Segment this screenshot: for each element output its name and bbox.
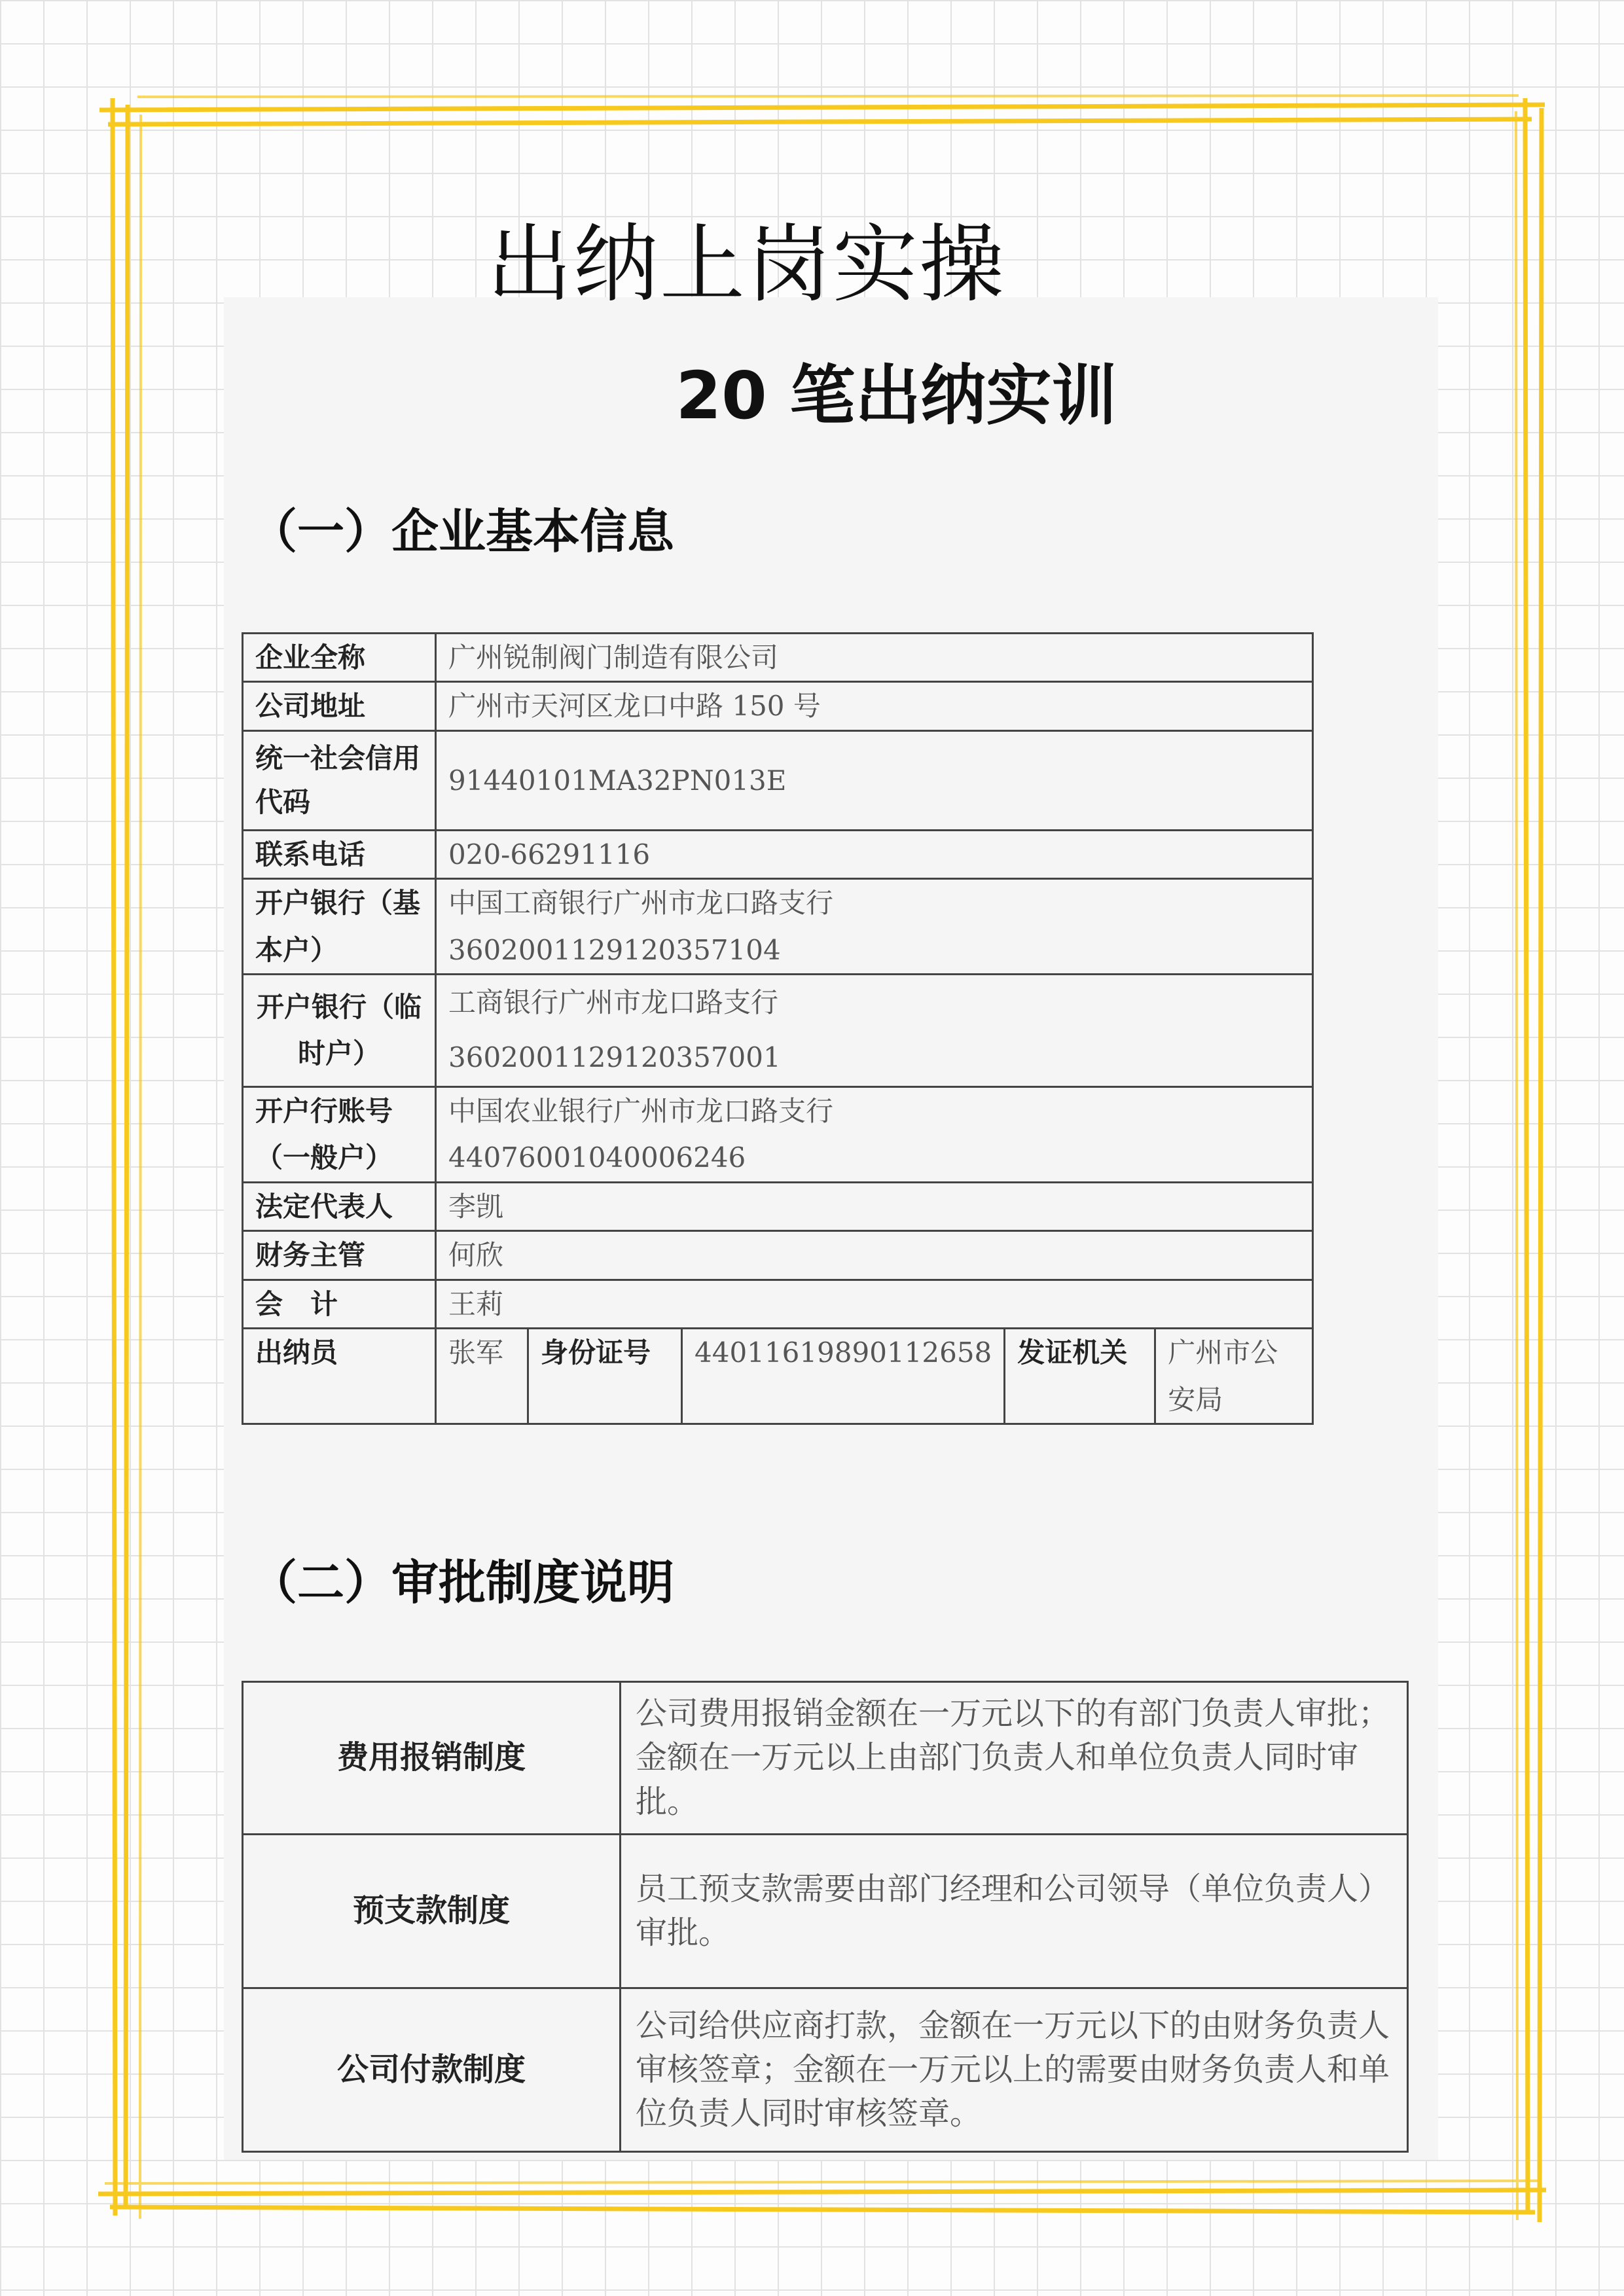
row-label: 统一社会信用代码 (243, 730, 436, 830)
row-label: 法定代表人 (243, 1182, 436, 1230)
section-heading-basic-info: （一）企业基本信息 (250, 504, 675, 559)
row-value: 王莉 (436, 1280, 1313, 1328)
table-row (243, 634, 1313, 682)
row-label: 出纳员 (243, 1329, 436, 1424)
row-label: 财务主管 (243, 1231, 436, 1280)
company-info-table (242, 632, 1314, 1425)
policy-text: 员工预支款需要由部门经理和公司领导（单位负责人）审批。 (621, 1835, 1408, 1988)
row-value: 李凯 (436, 1182, 1313, 1230)
bank-account: 3602001129120357104 (448, 933, 781, 966)
table-row (243, 974, 1313, 1086)
row-label: 公司地址 (243, 682, 436, 730)
document-title: 20 笔出纳实训 (676, 357, 1117, 434)
row-label: 企业全称 (243, 634, 436, 682)
table-row-cashier (243, 1329, 1313, 1424)
table-row (243, 730, 1313, 830)
policy-text: 公司费用报销金额在一万元以下的有部门负责人审批；金额在一万元以上由部门负责人和单位负责人同时审批。 (621, 1682, 1408, 1835)
table-row (243, 1231, 1313, 1280)
row-value: 广州市天河区龙口中路 150 号 (436, 682, 1313, 730)
issuer-value: 广州市公安局 (1155, 1329, 1313, 1424)
bank-account: 3602001129120357001 (448, 1041, 781, 1074)
id-value: 44011619890112658 (682, 1329, 1005, 1424)
policy-label: 预支款制度 (243, 1835, 621, 1988)
row-value: 91440101MA32PN013E (436, 730, 1313, 830)
approval-policy-table (242, 1681, 1409, 2153)
row-label: 开户行账号（一般户） (243, 1086, 436, 1182)
cashier-name: 张军 (436, 1329, 528, 1424)
policy-label: 公司付款制度 (243, 1988, 621, 2152)
table-row (243, 879, 1313, 975)
bank-name: 工商银行广州市龙口路支行 (448, 986, 779, 1019)
table-row (243, 682, 1313, 730)
row-value: 020-66291116 (436, 830, 1313, 878)
table-row (243, 1182, 1313, 1230)
bank-name: 中国农业银行广州市龙口路支行 (448, 1095, 834, 1128)
row-label: 联系电话 (243, 830, 436, 878)
table-row (243, 1988, 1408, 2152)
issuer-label: 发证机关 (1005, 1329, 1155, 1424)
row-value: 何欣 (436, 1231, 1313, 1280)
section-heading-approval: （二）审批制度说明 (250, 1555, 675, 1610)
table-row (243, 830, 1313, 878)
table-row (243, 1835, 1408, 1988)
cover-title: 出纳上岗实操 (486, 215, 1005, 314)
bank-name: 中国工商银行广州市龙口路支行 (448, 887, 834, 920)
row-label: 开户银行（临时户） (243, 974, 436, 1086)
document-page (224, 297, 1438, 2160)
row-value: 广州锐制阀门制造有限公司 (436, 634, 1313, 682)
policy-label: 费用报销制度 (243, 1682, 621, 1835)
policy-text: 公司给供应商打款，金额在一万元以下的由财务负责人审核签章；金额在一万元以上的需要由财务负责人和单位负责人同时审核签章。 (621, 1988, 1408, 2152)
table-row (243, 1086, 1313, 1182)
table-row (243, 1280, 1313, 1328)
row-label: 会 计 (243, 1280, 436, 1328)
bank-account: 44076001040006246 (448, 1141, 746, 1174)
table-row (243, 1682, 1408, 1835)
id-label: 身份证号 (528, 1329, 682, 1424)
row-label: 开户银行（基本户） (243, 879, 436, 975)
